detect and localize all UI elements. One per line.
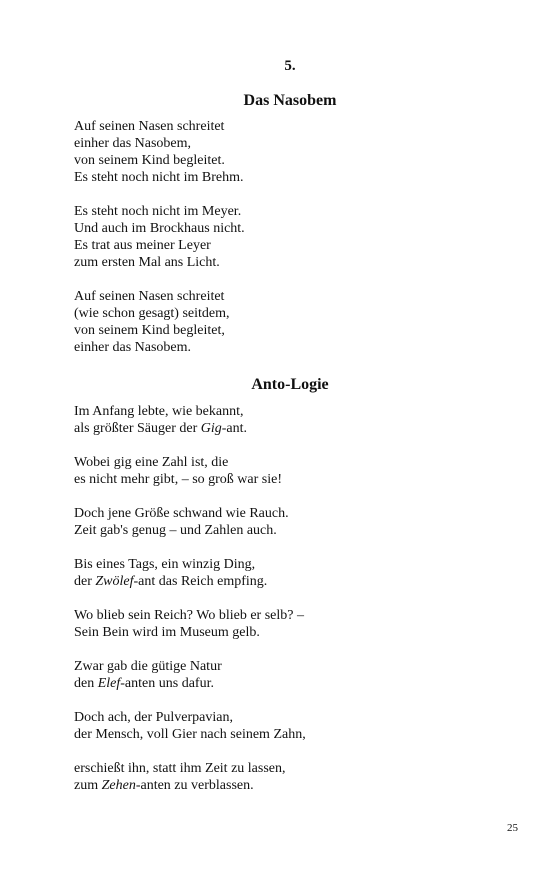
poem-line (74, 135, 514, 152)
italic-text: Zwölef (95, 574, 134, 589)
stanza (74, 607, 514, 641)
poem-line (74, 709, 514, 726)
line-text: Zeit gab's genug – und Zahlen auch. (74, 523, 277, 538)
poem-line (74, 777, 514, 794)
poem-line (74, 254, 514, 271)
line-text: als größter Säuger der (74, 421, 201, 436)
poem-line (74, 505, 514, 522)
poem-line (74, 339, 514, 356)
poem-line (74, 322, 514, 339)
stanza (74, 288, 514, 356)
line-text: -ant das Reich empfing. (133, 574, 268, 589)
poem-line (74, 573, 514, 590)
poem-line (74, 556, 514, 573)
poem-line (74, 288, 514, 305)
line-text: Doch jene Größe schwand wie Rauch. (74, 506, 289, 521)
poem-title-nasobem: Das Nasobem (243, 92, 337, 109)
poem-line (74, 624, 514, 641)
stanza (74, 203, 514, 271)
line-text: Es steht noch nicht im Brehm. (74, 170, 244, 185)
line-text: es nicht mehr gibt, – so groß war sie! (74, 472, 283, 487)
line-text: Im Anfang lebte, wie bekannt, (74, 404, 244, 419)
poem-line (74, 305, 514, 322)
stanza (74, 403, 514, 437)
section-number: 5. (284, 58, 296, 74)
line-text: Doch ach, der Pulverpavian, (74, 710, 233, 725)
line-text: Zwar gab die gütige Natur (74, 659, 222, 674)
line-text: erschießt ihn, statt ihm Zeit zu lassen, (74, 761, 286, 776)
line-text: (wie schon gesagt) seitdem, (74, 306, 230, 321)
poem-line (74, 658, 514, 675)
poem-body-nasobem (74, 118, 514, 373)
poem-line (74, 522, 514, 539)
poem-line (74, 118, 514, 135)
line-text: einher das Nasobem. (74, 340, 192, 355)
line-text: einher das Nasobem, (74, 136, 192, 151)
line-text: der Mensch, voll Gier nach seinem Zahn, (74, 727, 306, 742)
italic-text: Elef (97, 676, 121, 691)
poem-line (74, 237, 514, 254)
poem-line (74, 203, 514, 220)
line-text: Auf seinen Nasen schreitet (74, 119, 225, 134)
line-text: Bis eines Tags, ein winzig Ding, (74, 557, 256, 572)
poem-line (74, 607, 514, 624)
poem-line (74, 726, 514, 743)
poem-title-anto-logie: Anto-Logie (251, 376, 329, 393)
line-text: von seinem Kind begleitet. (74, 153, 225, 168)
line-text: -anten uns dafur. (120, 676, 214, 691)
line-text: Und auch im Brockhaus nicht. (74, 221, 245, 236)
stanza (74, 118, 514, 186)
line-text: Wo blieb sein Reich? Wo blieb er selb? – (74, 608, 304, 623)
stanza (74, 760, 514, 794)
line-text: den (74, 676, 98, 691)
poem-line (74, 420, 514, 437)
line-text: der (74, 574, 96, 589)
line-text: Sein Bein wird im Museum gelb. (74, 625, 260, 640)
line-text: -anten zu verblassen. (135, 778, 254, 793)
line-text: zum (74, 778, 102, 793)
poem-line (74, 454, 514, 471)
line-text: -ant. (221, 421, 247, 436)
line-text: Wobei gig eine Zahl ist, die (74, 455, 229, 470)
stanza (74, 505, 514, 539)
poem-line (74, 152, 514, 169)
italic-text: Zehen (101, 778, 136, 793)
poem-line (74, 220, 514, 237)
poem-body-anto-logie (74, 403, 514, 811)
stanza (74, 709, 514, 743)
poem-line (74, 471, 514, 488)
line-text: von seinem Kind begleitet, (74, 323, 225, 338)
stanza (74, 556, 514, 590)
poem-line (74, 169, 514, 186)
stanza (74, 658, 514, 692)
stanza (74, 454, 514, 488)
page-number: 25 (507, 822, 518, 834)
line-text: Es trat aus meiner Leyer (74, 238, 211, 253)
line-text: Es steht noch nicht im Meyer. (74, 204, 242, 219)
poem-line (74, 403, 514, 420)
line-text: Auf seinen Nasen schreitet (74, 289, 225, 304)
italic-text: Gig (200, 421, 222, 436)
line-text: zum ersten Mal ans Licht. (74, 255, 220, 270)
poem-line (74, 675, 514, 692)
poem-line (74, 760, 514, 777)
